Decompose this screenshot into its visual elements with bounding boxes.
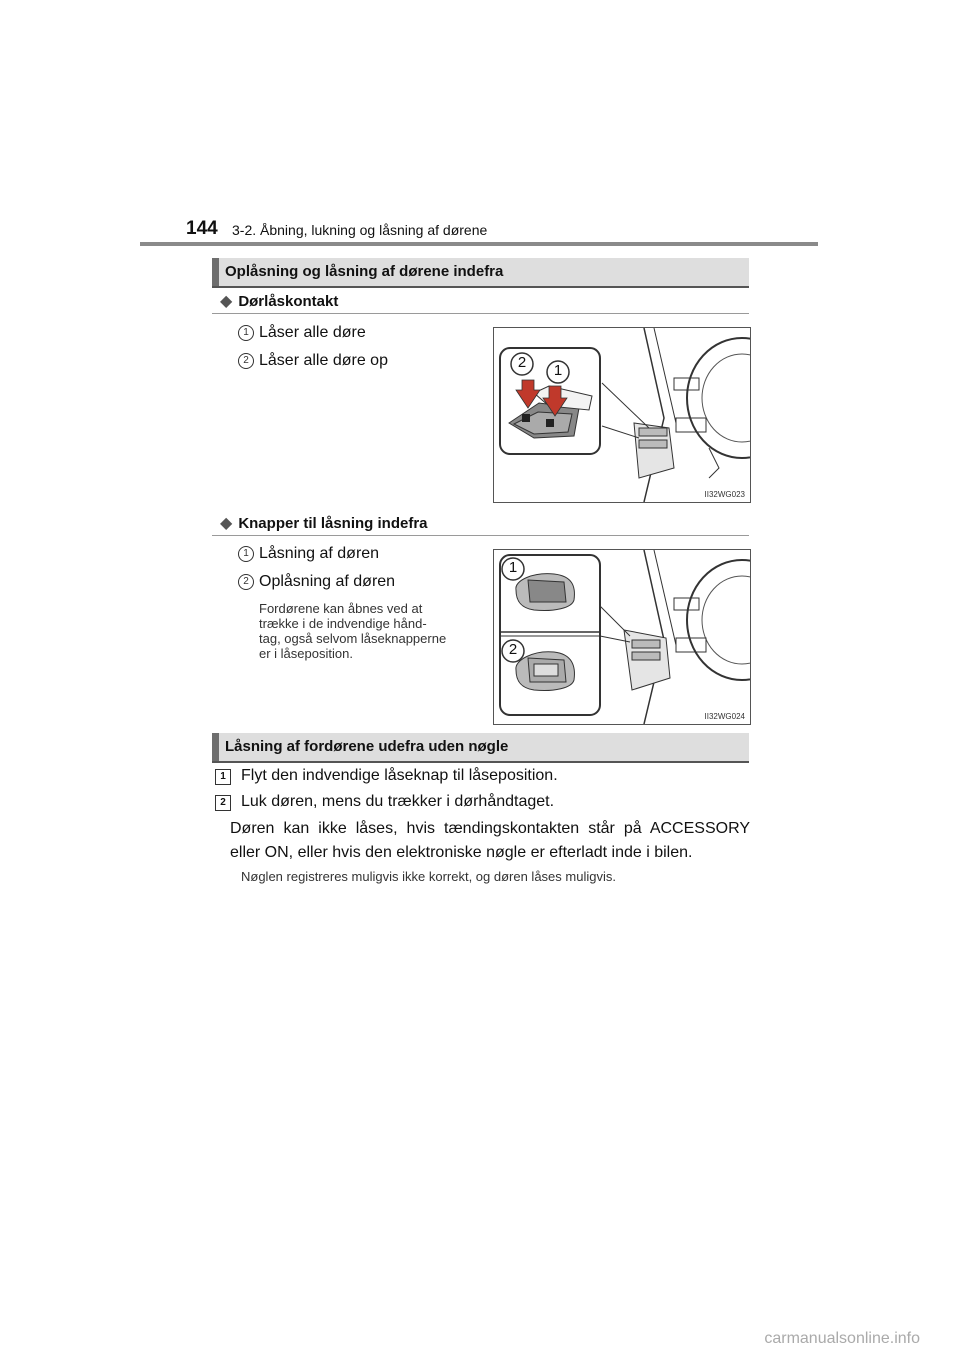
item-text: Låsning af døren: [259, 545, 380, 562]
item-number: 1: [238, 546, 254, 562]
note-line: er i låseposition.: [259, 646, 353, 661]
item-number: 1: [238, 325, 254, 341]
item-number: 2: [238, 574, 254, 590]
note-paragraph: [259, 601, 480, 661]
subsection-title: Knapper til låsning indefra: [238, 515, 428, 532]
note-line: Fordørene kan åbnes ved at: [259, 601, 423, 616]
section-title: Låsning af fordørene udefra uden nøgle: [225, 738, 509, 755]
subsection-divider: [212, 535, 749, 536]
callout-label: 2: [508, 641, 518, 658]
item-text: Låser alle døre op: [259, 352, 388, 369]
body-paragraph: [230, 817, 750, 865]
figure-door-lock-switch: [493, 327, 751, 503]
subsection-heading-inside-lock-buttons: [220, 513, 428, 533]
callout-label: 1: [508, 559, 518, 576]
section-heading-outside: [212, 733, 749, 763]
step-text: Flyt den indvendige låseknap til låseposition.: [241, 767, 558, 784]
body-line: eller ON, eller hvis den elektroniske nøgle er efterladt inde i bilen.: [230, 844, 693, 861]
note-text: Nøglen registreres muligvis ikke korrekt, og døren låses muligvis.: [241, 869, 616, 884]
diamond-icon: ◆: [220, 293, 233, 310]
subsection-heading-door-lock-switch: [220, 291, 338, 311]
callout-label: 2: [517, 354, 527, 371]
diamond-icon: ◆: [220, 515, 233, 532]
item-number: 2: [238, 353, 254, 369]
subsection-divider: [212, 313, 749, 314]
step-number: 1: [215, 769, 231, 785]
note-line: tag, også selvom låseknapperne: [259, 631, 447, 646]
section-accent: [212, 258, 219, 286]
section-accent: [212, 733, 219, 761]
figure-inside-lock-buttons: [493, 549, 751, 725]
figure-code: II32WG023: [704, 490, 745, 499]
watermark: carmanualsonline.info: [764, 1330, 920, 1347]
item-text: Låser alle døre: [259, 324, 366, 341]
header-divider: [140, 242, 818, 246]
note-line: trække i de indvendige hånd-: [259, 616, 427, 631]
item-text: Oplåsning af døren: [259, 573, 396, 590]
figure-code: II32WG024: [704, 712, 745, 721]
breadcrumb: 3-2. Åbning, lukning og låsning af dørene: [232, 222, 488, 238]
step-text: Luk døren, mens du trækker i dørhåndtaget.: [241, 793, 555, 810]
callout-label: 1: [553, 362, 563, 379]
inside-lock-buttons-illustration: [494, 550, 750, 724]
subsection-title: Dørlåskontakt: [238, 293, 339, 310]
page-number: 144: [186, 218, 218, 239]
section-heading-inside: [212, 258, 749, 288]
body-line: Døren kan ikke låses, hvis tændingskontakten står på ACCESSORY: [230, 820, 750, 837]
step-number: 2: [215, 795, 231, 811]
section-title: Oplåsning og låsning af dørene indefra: [225, 263, 504, 280]
